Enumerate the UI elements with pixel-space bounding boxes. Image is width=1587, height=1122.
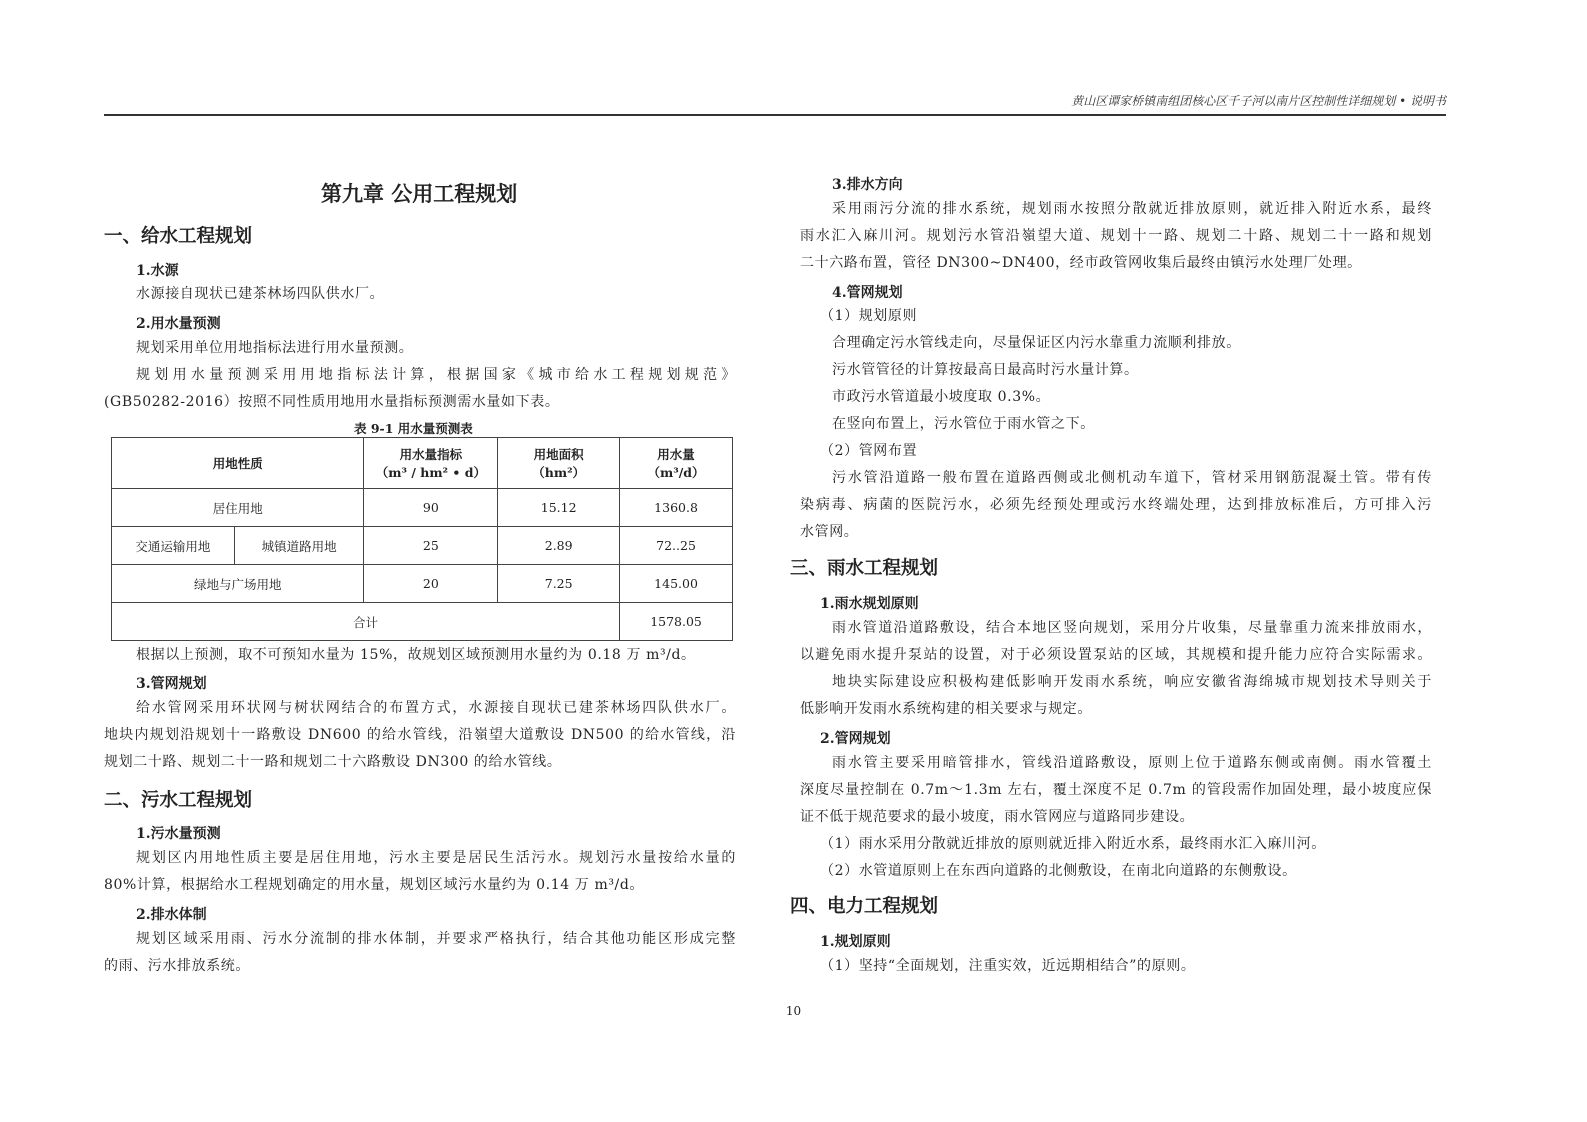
section-title-sewage: 二、污水工程规划 bbox=[104, 790, 253, 811]
paragraph-line: 雨水管道沿道路敷设，结合本地区竖向规划，采用分片收集，尽量靠重力流来排放雨水， bbox=[832, 620, 1432, 636]
paragraph-line: 雨水管主要采用暗管排水，管线沿道路敷设，原则上位于道路东侧或南侧。雨水管覆土 bbox=[832, 755, 1432, 771]
list-subheading: （2）管网布置 bbox=[820, 443, 918, 459]
header-land-type: 用地性质 bbox=[112, 438, 364, 489]
paragraph-line: (GB50282-2016）按照不同性质用地用水量指标预测需水量如下表。 bbox=[104, 394, 560, 410]
paragraph: 规划采用单位用地指标法进行用水量预测。 bbox=[136, 340, 414, 356]
header-water-label: 用水量 bbox=[657, 447, 695, 462]
paragraph-line: 规划用水量预测采用用地指标法计算，根据国家《城市给水工程规划规范》 bbox=[136, 367, 736, 383]
paragraph-line: 规划二十路、规划二十一路和规划二十六路敷设 DN300 的给水管线。 bbox=[104, 754, 562, 770]
paragraph-line: 采用雨污分流的排水系统，规划雨水按照分散就近排放原则，就近排入附近水系，最终 bbox=[832, 201, 1432, 217]
cell-indicator: 20 bbox=[364, 565, 498, 603]
cell-area: 2.89 bbox=[498, 527, 620, 565]
paragraph: 市政污水管道最小坡度取 0.3%。 bbox=[832, 389, 1051, 405]
subsection-title: 1.雨水规划原则 bbox=[820, 596, 919, 612]
subsection-title: 1.水源 bbox=[136, 263, 179, 279]
chapter-title: 第九章 公用工程规划 bbox=[321, 182, 518, 206]
header-indicator-unit: （m³ / hm² • d） bbox=[375, 465, 486, 480]
cell-land-type: 居住用地 bbox=[112, 489, 364, 527]
paragraph-line: 证不低于规范要求的最小坡度，雨水管网应与道路同步建设。 bbox=[800, 809, 1195, 825]
cell-land-group: 交通运输用地 bbox=[112, 527, 235, 565]
cell-water: 1360.8 bbox=[620, 489, 733, 527]
subsection-title: 2.排水体制 bbox=[136, 907, 207, 923]
subsection-title: 3.管网规划 bbox=[136, 676, 207, 692]
section-title-water-supply: 一、给水工程规划 bbox=[104, 226, 253, 247]
paragraph-line: 规划区域采用雨、污水分流制的排水体制，并要求严格执行，结合其他功能区形成完整 bbox=[136, 931, 736, 947]
cell-indicator: 90 bbox=[364, 489, 498, 527]
list-item: （1）雨水采用分散就近排放的原则就近排入附近水系，最终雨水汇入麻川河。 bbox=[820, 836, 1326, 852]
subsection-title: 1.污水量预测 bbox=[136, 826, 221, 842]
cell-water: 72..25 bbox=[620, 527, 733, 565]
header-indicator-label: 用水量指标 bbox=[399, 447, 463, 462]
subsection-title: 1.规划原则 bbox=[820, 934, 891, 950]
header-water bbox=[620, 438, 733, 489]
page-number: 10 bbox=[785, 1004, 802, 1018]
paragraph-line: 染病毒、病菌的医院污水，必须先经预处理或污水终端处理，达到排放标准后，方可排入污 bbox=[800, 497, 1432, 513]
table-row bbox=[112, 527, 733, 565]
cell-area: 15.12 bbox=[498, 489, 620, 527]
paragraph: 在竖向布置上，污水管位于雨水管之下。 bbox=[832, 416, 1095, 432]
subsection-title: 2.管网规划 bbox=[820, 731, 891, 747]
paragraph-line: 地块实际建设应积极构建低影响开发雨水系统，响应安徽省海绵城市规划技术导则关于 bbox=[832, 674, 1432, 690]
cell-total-label: 合计 bbox=[112, 603, 620, 641]
cell-area: 7.25 bbox=[498, 565, 620, 603]
paragraph-line: 给水管网采用环状网与树状网结合的布置方式，水源接自现状已建茶林场四队供水厂。 bbox=[136, 700, 736, 716]
cell-land-type: 绿地与广场用地 bbox=[112, 565, 364, 603]
paragraph-line: 污水管沿道路一般布置在道路西侧或北侧机动车道下，管材采用钢筋混凝土管。带有传 bbox=[832, 470, 1432, 486]
subsection-title: 4.管网规划 bbox=[832, 285, 903, 301]
section-title-stormwater: 三、雨水工程规划 bbox=[790, 558, 939, 579]
subsection-title: 2.用水量预测 bbox=[136, 316, 221, 332]
paragraph-line: 二十六路布置，管径 DN300~DN400，经市政管网收集后最终由镇污水处理厂处理。 bbox=[800, 255, 1362, 271]
paragraph-line: 地块内规划沿规划十一路敷设 DN600 的给水管线，沿嶺望大道敷设 DN500 的给水管线，沿 bbox=[104, 727, 736, 743]
water-demand-table bbox=[111, 437, 733, 641]
header-area bbox=[498, 438, 620, 489]
header-water-unit: （m³/d） bbox=[647, 465, 705, 480]
paragraph-line: 低影响开发雨水系统构建的相关要求与规定。 bbox=[800, 701, 1092, 717]
cell-land-type: 城镇道路用地 bbox=[234, 527, 364, 565]
list-item: （1）坚持“全面规划，注重实效，近远期相结合”的原则。 bbox=[820, 958, 1196, 974]
header-area-unit: （hm²） bbox=[532, 465, 586, 480]
header-area-label: 用地面积 bbox=[533, 447, 584, 462]
cell-indicator: 25 bbox=[364, 527, 498, 565]
header-divider bbox=[104, 114, 1446, 116]
paragraph-line: 规划区内用地性质主要是居住用地，污水主要是居民生活污水。规划污水量按给水量的 bbox=[136, 850, 736, 866]
subsection-title: 3.排水方向 bbox=[832, 177, 903, 193]
table-caption: 表 9-1 用水量预测表 bbox=[354, 421, 473, 436]
list-subheading: （1）规划原则 bbox=[820, 308, 918, 324]
table-row bbox=[112, 489, 733, 527]
paragraph-line: 水管网。 bbox=[800, 524, 859, 540]
paragraph-line: 深度尽量控制在 0.7m～1.3m 左右，覆土深度不足 0.7m 的管段需作加固处理，最小坡度应保 bbox=[800, 782, 1432, 798]
paragraph: 根据以上预测，取不可预知水量为 15%，故规划区域预测用水量约为 0.18 万 m³/d。 bbox=[136, 647, 696, 663]
list-item: （2）水管道原则上在东西向道路的北侧敷设，在南北向道路的东侧敷设。 bbox=[820, 863, 1297, 879]
paragraph-line: 以避免雨水提升泵站的设置，对于必须设置泵站的区域，其规模和提升能力应符合实际需求。 bbox=[800, 647, 1432, 663]
table-header-row bbox=[112, 438, 733, 489]
section-title-power: 四、电力工程规划 bbox=[790, 896, 939, 917]
paragraph: 污水管管径的计算按最高日最高时污水量计算。 bbox=[832, 362, 1139, 378]
table-total-row bbox=[112, 603, 733, 641]
paragraph: 合理确定污水管线走向，尽量保证区内污水靠重力流顺利排放。 bbox=[832, 335, 1241, 351]
table-row bbox=[112, 565, 733, 603]
paragraph-line: 80%计算，根据给水工程规划确定的用水量，规划区域污水量约为 0.14 万 m³/d。 bbox=[104, 877, 645, 893]
running-header: 黄山区谭家桥镇南组团核心区千子河以南片区控制性详细规划 • 说明书 bbox=[1071, 94, 1446, 108]
paragraph-line: 的雨、污水排放系统。 bbox=[104, 958, 250, 974]
cell-water: 145.00 bbox=[620, 565, 733, 603]
paragraph: 水源接自现状已建茶林场四队供水厂。 bbox=[136, 286, 385, 302]
cell-total-water: 1578.05 bbox=[620, 603, 733, 641]
paragraph-line: 雨水汇入麻川河。规划污水管沿嶺望大道、规划十一路、规划二十路、规划二十一路和规划 bbox=[800, 228, 1432, 244]
header-indicator bbox=[364, 438, 498, 489]
